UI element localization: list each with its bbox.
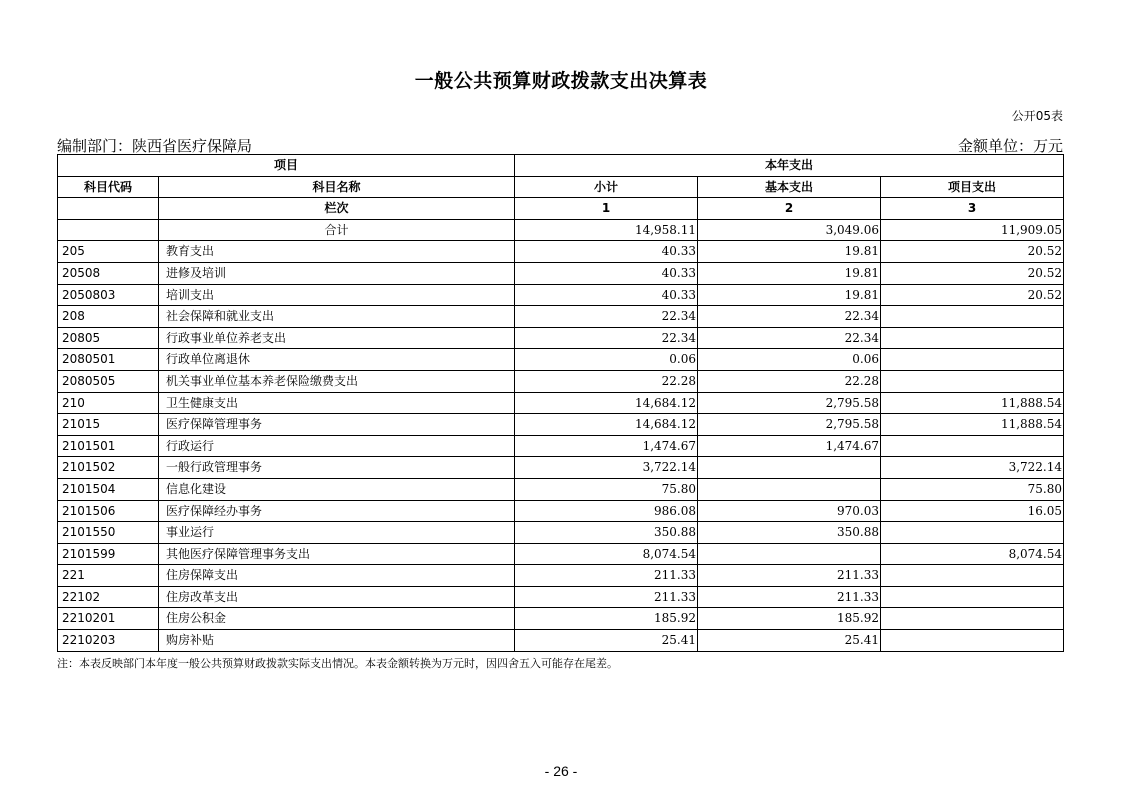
basic-cell: 25.41 [698,630,881,652]
subject-code-cell: 2080501 [58,349,159,371]
project-cell: 75.80 [881,478,1064,500]
table-row [58,608,1064,630]
project-cell [881,327,1064,349]
subject-name-cell: 社会保障和就业支出 [159,306,515,328]
basic-cell [698,543,881,565]
project-cell [881,565,1064,587]
table-row [58,630,1064,652]
table-row [58,262,1064,284]
table-row [58,392,1064,414]
subject-name-cell: 机关事业单位基本养老保险缴费支出 [159,370,515,392]
basic-cell: 22.34 [698,327,881,349]
table-row [58,370,1064,392]
subject-name-cell: 住房改革支出 [159,586,515,608]
table-row [58,435,1064,457]
table-row [58,522,1064,544]
basic-cell: 0.06 [698,349,881,371]
total-basic: 3,049.06 [698,219,881,241]
project-cell: 16.05 [881,500,1064,522]
subject-code-cell: 2101506 [58,500,159,522]
total-project: 11,909.05 [881,219,1064,241]
project-cell: 11,888.54 [881,414,1064,436]
subtotal-cell: 14,684.12 [515,414,698,436]
subject-name-cell: 行政运行 [159,435,515,457]
basic-cell: 19.81 [698,284,881,306]
subtotal-cell: 211.33 [515,586,698,608]
department-label: 编制部门：陕西省医疗保障局 [57,137,253,155]
basic-cell: 211.33 [698,565,881,587]
page-title: 一般公共预算财政拨款支出决算表 [414,70,708,92]
project-cell: 20.52 [881,241,1064,263]
project-cell: 20.52 [881,262,1064,284]
project-cell [881,349,1064,371]
total-empty-cell [58,219,159,241]
header-column-row-label: 栏次 [159,198,515,220]
table-row [58,500,1064,522]
subject-code-cell: 2080505 [58,370,159,392]
subject-code-cell: 2101504 [58,478,159,500]
header-row-3 [58,198,1064,220]
header-subject-name: 科目名称 [159,176,515,198]
subtotal-cell: 40.33 [515,284,698,306]
subject-code-cell: 2210201 [58,608,159,630]
subject-code-cell: 2101502 [58,457,159,479]
total-row [58,219,1064,241]
basic-cell: 2,795.58 [698,392,881,414]
subtotal-cell: 211.33 [515,565,698,587]
project-cell [881,306,1064,328]
project-cell [881,435,1064,457]
subject-code-cell: 2050803 [58,284,159,306]
subject-name-cell: 医疗保障管理事务 [159,414,515,436]
project-cell: 11,888.54 [881,392,1064,414]
subject-code-cell: 21015 [58,414,159,436]
table-row [58,586,1064,608]
total-subtotal: 14,958.11 [515,219,698,241]
basic-cell: 1,474.67 [698,435,881,457]
header-col-1: 1 [515,198,698,220]
project-cell [881,630,1064,652]
header-basic: 基本支出 [698,176,881,198]
header-col-2: 2 [698,198,881,220]
project-cell: 20.52 [881,284,1064,306]
subject-code-cell: 208 [58,306,159,328]
subtotal-cell: 40.33 [515,241,698,263]
basic-cell [698,457,881,479]
basic-cell: 19.81 [698,262,881,284]
subtotal-cell: 75.80 [515,478,698,500]
unit-label: 金额单位：万元 [957,137,1063,155]
subject-name-cell: 进修及培训 [159,262,515,284]
basic-cell: 350.88 [698,522,881,544]
subtotal-cell: 3,722.14 [515,457,698,479]
header-empty-cell [58,198,159,220]
expenditure-table [57,154,1064,652]
subtotal-cell: 22.28 [515,370,698,392]
subtotal-cell: 25.41 [515,630,698,652]
subtotal-cell: 1,474.67 [515,435,698,457]
project-cell [881,608,1064,630]
subject-code-cell: 2101501 [58,435,159,457]
subtotal-cell: 22.34 [515,306,698,328]
subject-name-cell: 住房保障支出 [159,565,515,587]
subject-name-cell: 事业运行 [159,522,515,544]
subject-code-cell: 221 [58,565,159,587]
subject-name-cell: 培训支出 [159,284,515,306]
header-col-3: 3 [881,198,1064,220]
total-label: 合计 [159,219,515,241]
basic-cell: 22.34 [698,306,881,328]
subject-code-cell: 205 [58,241,159,263]
header-subject-code: 科目代码 [58,176,159,198]
subject-name-cell: 购房补贴 [159,630,515,652]
table-row [58,306,1064,328]
basic-cell: 22.28 [698,370,881,392]
page-number: - 26 - [544,763,578,779]
subject-name-cell: 行政事业单位养老支出 [159,327,515,349]
subject-code-cell: 2210203 [58,630,159,652]
subtotal-cell: 350.88 [515,522,698,544]
table-row [58,543,1064,565]
header-item: 项目 [58,155,515,177]
project-cell [881,586,1064,608]
subject-name-cell: 一般行政管理事务 [159,457,515,479]
table-row [58,241,1064,263]
table-row [58,414,1064,436]
subtotal-cell: 185.92 [515,608,698,630]
basic-cell [698,478,881,500]
subtotal-cell: 14,684.12 [515,392,698,414]
basic-cell: 211.33 [698,586,881,608]
subject-code-cell: 2101550 [58,522,159,544]
footnote: 注：本表反映部门本年度一般公共预算财政拨款实际支出情况。本表金额转换为万元时，因四舍五入可能存在尾差。 [57,657,618,670]
basic-cell: 19.81 [698,241,881,263]
project-cell [881,522,1064,544]
project-cell: 8,074.54 [881,543,1064,565]
basic-cell: 970.03 [698,500,881,522]
subject-name-cell: 信息化建设 [159,478,515,500]
subject-code-cell: 22102 [58,586,159,608]
basic-cell: 2,795.58 [698,414,881,436]
subject-code-cell: 210 [58,392,159,414]
header-subtotal: 小计 [515,176,698,198]
subject-name-cell: 其他医疗保障管理事务支出 [159,543,515,565]
subject-name-cell: 医疗保障经办事务 [159,500,515,522]
table-row [58,565,1064,587]
subject-name-cell: 卫生健康支出 [159,392,515,414]
table-code: 公开05表 [1011,109,1063,123]
header-row-2 [58,176,1064,198]
table-row [58,349,1064,371]
subject-code-cell: 20805 [58,327,159,349]
header-project: 项目支出 [881,176,1064,198]
header-row-1 [58,155,1064,177]
subtotal-cell: 8,074.54 [515,543,698,565]
subject-name-cell: 住房公积金 [159,608,515,630]
subtotal-cell: 0.06 [515,349,698,371]
basic-cell: 185.92 [698,608,881,630]
subtotal-cell: 40.33 [515,262,698,284]
project-cell: 3,722.14 [881,457,1064,479]
subject-code-cell: 20508 [58,262,159,284]
project-cell [881,370,1064,392]
subject-name-cell: 教育支出 [159,241,515,263]
table-row [58,327,1064,349]
subtotal-cell: 22.34 [515,327,698,349]
table-row [58,478,1064,500]
header-current-year: 本年支出 [515,155,1064,177]
table-row [58,457,1064,479]
table-row [58,284,1064,306]
subject-code-cell: 2101599 [58,543,159,565]
subtotal-cell: 986.08 [515,500,698,522]
subject-name-cell: 行政单位离退休 [159,349,515,371]
